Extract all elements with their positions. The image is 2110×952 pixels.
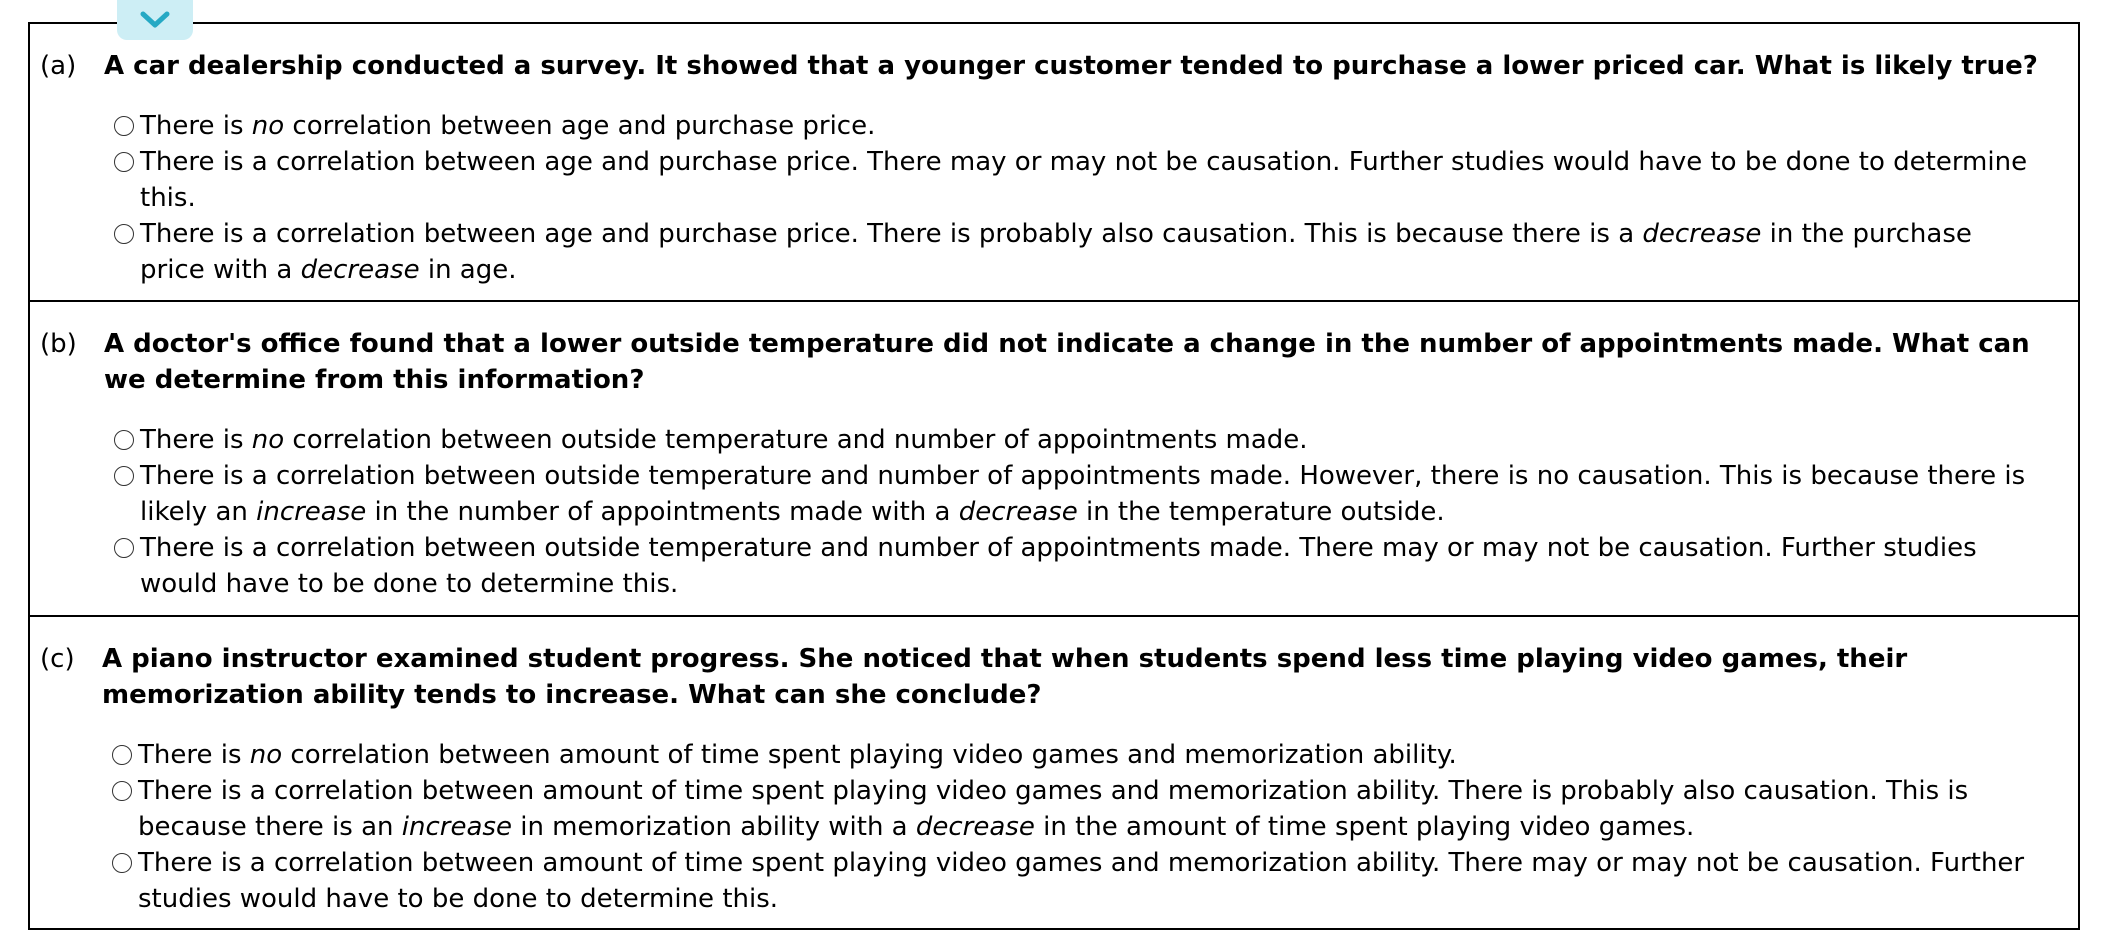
answer-option[interactable] (114, 144, 2038, 216)
option-text: correlation between amount of time spent playing video games and memorization ability. (282, 740, 1457, 770)
question-header (30, 48, 2078, 84)
option-text: There is a correlation between age and purchase price. There may or may not be causation. Further studies would have to be done to determine this. (140, 147, 2028, 213)
option-emphasis: decrease (1642, 219, 1762, 249)
radio-button[interactable] (114, 430, 134, 450)
answer-options (30, 422, 2078, 602)
question-header (30, 641, 2078, 713)
radio-button[interactable] (114, 152, 134, 172)
option-text: in the temperature outside. (1077, 497, 1445, 527)
option-text: in memorization ability with a (511, 812, 916, 842)
radio-button[interactable] (112, 781, 132, 801)
option-text: There is a correlation between amount of time spent playing video games and memorization ability. There is probably also causation. This is because there is an (138, 776, 1969, 842)
option-emphasis: decrease (958, 497, 1078, 527)
option-text: in the purchase price with a (140, 219, 1972, 285)
answer-options (30, 737, 2078, 917)
option-text: in the number of appointments made with a (366, 497, 959, 527)
answer-option[interactable] (114, 458, 2038, 530)
option-text: correlation between outside temperature and number of appointments made. (284, 425, 1308, 455)
radio-button[interactable] (114, 224, 134, 244)
option-emphasis: decrease (915, 812, 1035, 842)
question-text: A doctor's office found that a lower outside temperature did not indicate a change in the number of appointments made. What can we determine from this information? (104, 329, 2030, 395)
option-emphasis: no (251, 111, 285, 141)
question-block-b (30, 302, 2078, 617)
answer-option[interactable] (114, 108, 2038, 144)
question-text: A piano instructor examined student progress. She noticed that when students spend less time playing video games, their memorization ability tends to increase. What can she conclude? (102, 644, 1908, 710)
option-text: There is a correlation between amount of time spent playing video games and memorization ability. There may or may not be causation. Further studies would have to be done to determine this. (138, 848, 2025, 914)
answer-option[interactable] (112, 845, 2038, 917)
option-text: There is a correlation between outside temperature and number of appointments made. However, there is no causation. This is because there is likely an (140, 461, 2026, 527)
option-text: There is (140, 111, 252, 141)
option-text: in the amount of time spent playing video games. (1034, 812, 1695, 842)
answer-option[interactable] (112, 737, 2038, 773)
option-emphasis: increase (256, 497, 367, 527)
radio-button[interactable] (114, 116, 134, 136)
question-block-c (30, 617, 2078, 928)
option-text: in age. (419, 255, 517, 285)
option-emphasis: no (251, 425, 285, 455)
question-text: A car dealership conducted a survey. It showed that a younger customer tended to purchase a lower priced car. What is likely true? (104, 51, 2038, 81)
radio-button[interactable] (112, 853, 132, 873)
question-header (30, 326, 2078, 398)
answer-option[interactable] (112, 773, 2038, 845)
radio-button[interactable] (112, 745, 132, 765)
answer-option[interactable] (114, 216, 2038, 288)
option-emphasis: decrease (300, 255, 420, 285)
option-emphasis: no (249, 740, 283, 770)
option-text: There is a correlation between outside temperature and number of appointments made. There may or may not be causation. Further studies would have to be done to determine this. (140, 533, 1977, 599)
radio-button[interactable] (114, 538, 134, 558)
option-text: There is (138, 740, 250, 770)
question-letter: (c) (40, 644, 75, 674)
question-table (28, 22, 2080, 930)
question-letter: (a) (40, 51, 77, 81)
option-text: correlation between age and purchase price. (284, 111, 876, 141)
answer-option[interactable] (114, 422, 2038, 458)
question-letter: (b) (40, 329, 77, 359)
option-emphasis: increase (401, 812, 512, 842)
radio-button[interactable] (114, 466, 134, 486)
answer-options (30, 108, 2078, 288)
option-text: There is (140, 425, 252, 455)
question-block-a (30, 24, 2078, 302)
answer-option[interactable] (114, 530, 2038, 602)
collapse-toggle-button[interactable] (117, 0, 193, 40)
chevron-down-icon (138, 9, 172, 31)
option-text: There is a correlation between age and purchase price. There is probably also causation. This is because there is a (140, 219, 1643, 249)
